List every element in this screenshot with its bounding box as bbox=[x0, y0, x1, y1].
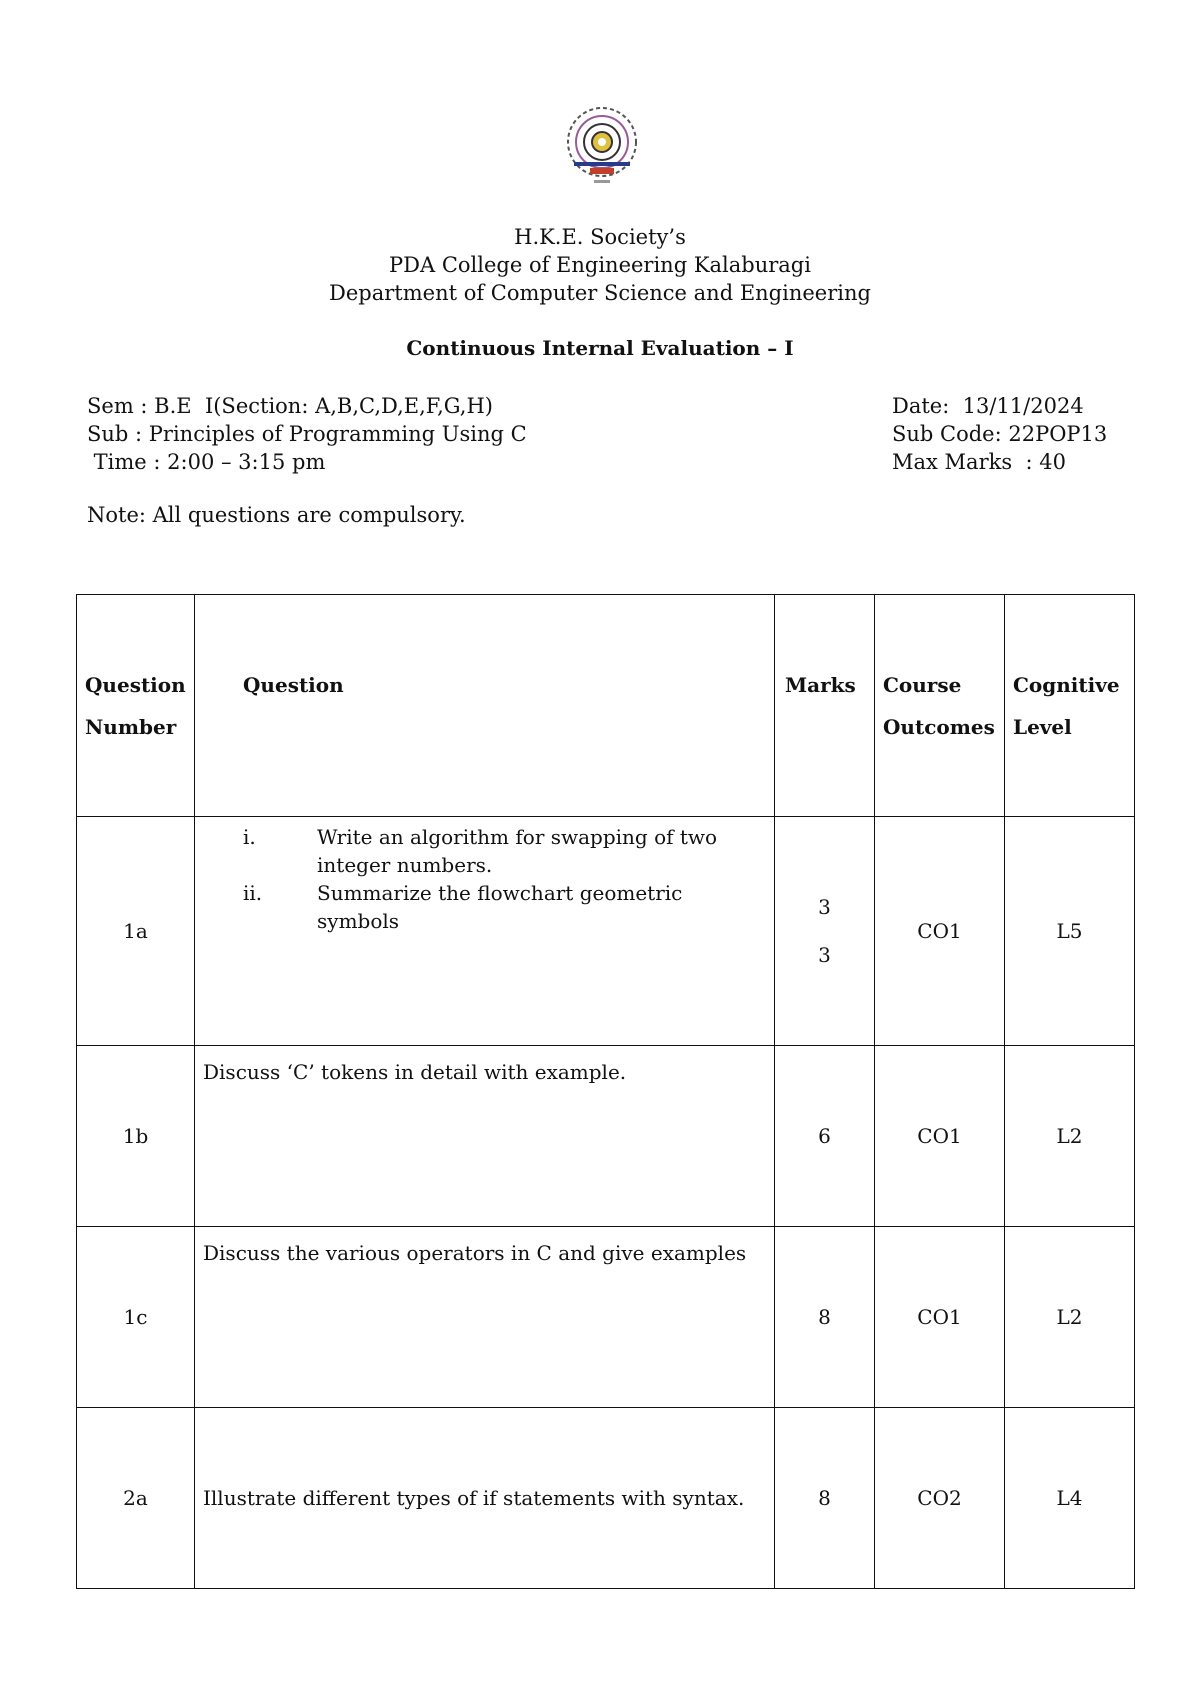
time-info: Time : 2:00 – 3:15 pm bbox=[87, 450, 326, 474]
question-marks: 3 3 bbox=[775, 817, 875, 1046]
college-seal-icon bbox=[554, 104, 650, 188]
question-number: 1b bbox=[77, 1046, 195, 1227]
header-question: Question bbox=[195, 595, 775, 817]
question-text bbox=[195, 817, 775, 1046]
table-header-row bbox=[77, 595, 1135, 817]
subject-info: Sub : Principles of Programming Using C bbox=[87, 422, 527, 446]
table-row bbox=[77, 1408, 1135, 1589]
cognitive-level: L5 bbox=[1005, 817, 1135, 1046]
question-text: Discuss the various operators in C and give examples bbox=[195, 1227, 775, 1408]
table-row bbox=[77, 1227, 1135, 1408]
exam-meta-left bbox=[87, 392, 527, 476]
question-number: 1a bbox=[77, 817, 195, 1046]
header-question-number: Question Number bbox=[77, 595, 195, 817]
cognitive-level: L4 bbox=[1005, 1408, 1135, 1589]
society-name: H.K.E. Society’s bbox=[514, 225, 686, 249]
instructions-note: Note: All questions are compulsory. bbox=[87, 503, 466, 527]
institution-header bbox=[0, 223, 1200, 307]
exam-title: Continuous Internal Evaluation – I bbox=[406, 336, 794, 360]
cognitive-level: L2 bbox=[1005, 1227, 1135, 1408]
table-row bbox=[77, 1046, 1135, 1227]
department-name: Department of Computer Science and Engineering bbox=[329, 281, 871, 305]
question-number: 1c bbox=[77, 1227, 195, 1408]
question-table bbox=[76, 594, 1135, 1589]
question-text: Discuss ‘C’ tokens in detail with example. bbox=[195, 1046, 775, 1227]
header-marks: Marks bbox=[775, 595, 875, 817]
college-name: PDA College of Engineering Kalaburagi bbox=[389, 253, 811, 277]
max-marks-info: Max Marks : 40 bbox=[892, 450, 1066, 474]
course-outcome: CO1 bbox=[875, 1046, 1005, 1227]
sub-question: ii. Summarize the flowchart geometric symbols bbox=[243, 881, 683, 933]
question-marks: 8 bbox=[775, 1408, 875, 1589]
table-row bbox=[77, 817, 1135, 1046]
question-number: 2a bbox=[77, 1408, 195, 1589]
subject-code-info: Sub Code: 22POP13 bbox=[892, 422, 1108, 446]
question-marks: 8 bbox=[775, 1227, 875, 1408]
header-course-outcomes: Course Outcomes bbox=[875, 595, 1005, 817]
course-outcome: CO2 bbox=[875, 1408, 1005, 1589]
sub-question: i. Write an algorithm for swapping of two integer numbers. bbox=[243, 825, 718, 877]
date-info: Date: 13/11/2024 bbox=[892, 394, 1084, 418]
question-text: Illustrate different types of if statements with syntax. bbox=[195, 1408, 775, 1589]
exam-meta-right bbox=[892, 392, 1107, 476]
course-outcome: CO1 bbox=[875, 817, 1005, 1046]
header-cognitive-level: Cognitive Level bbox=[1005, 595, 1135, 817]
question-marks: 6 bbox=[775, 1046, 875, 1227]
cognitive-level: L2 bbox=[1005, 1046, 1135, 1227]
course-outcome: CO1 bbox=[875, 1227, 1005, 1408]
semester-info: Sem : B.E I(Section: A,B,C,D,E,F,G,H) bbox=[87, 394, 493, 418]
